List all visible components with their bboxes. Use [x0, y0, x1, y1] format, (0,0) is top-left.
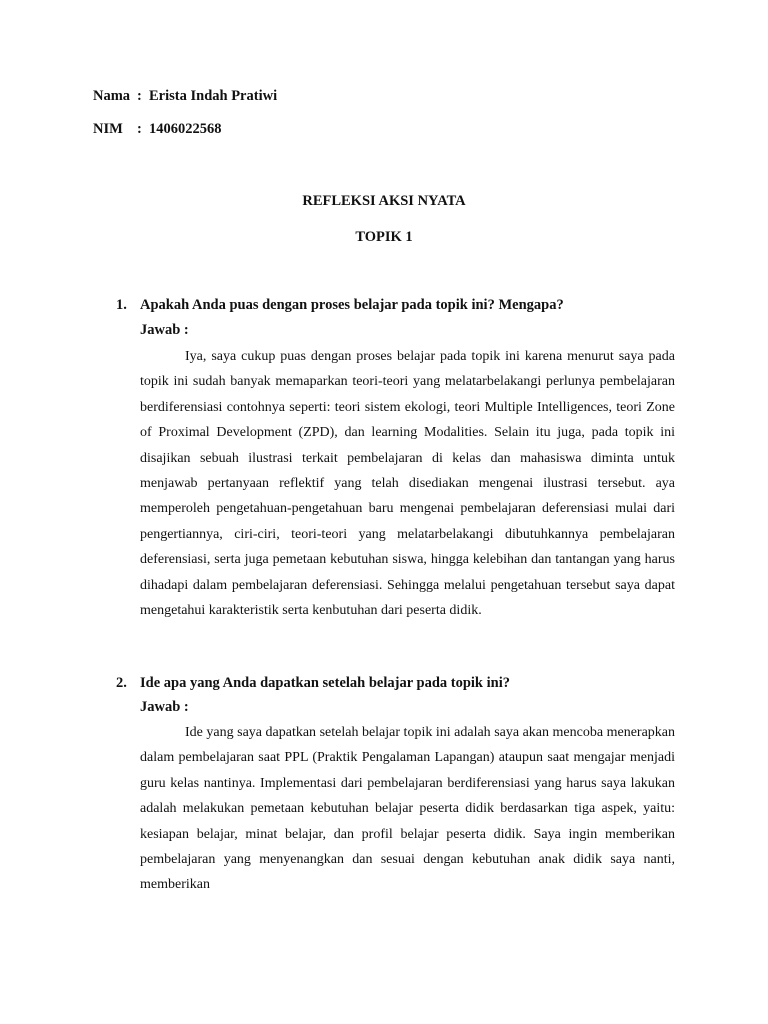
nim-value: 1406022568 — [149, 121, 222, 137]
document-subtitle: TOPIK 1 — [355, 229, 413, 245]
question-text: Ide apa yang Anda dapatkan setelah belajar pada topik ini? — [140, 675, 510, 691]
question-text: Apakah Anda puas dengan proses belajar pada topik ini? Mengapa? — [140, 297, 564, 313]
name-separator: : — [137, 88, 142, 104]
document-title: REFLEKSI AKSI NYATA — [302, 193, 466, 209]
name-label: Nama — [93, 88, 131, 104]
name-row — [93, 88, 277, 105]
name-value: Erista Indah Pratiwi — [149, 88, 278, 104]
question-number: 1. — [116, 297, 127, 313]
nim-separator: : — [137, 121, 142, 137]
nim-row — [93, 121, 222, 138]
answer-label: Jawab : — [140, 699, 189, 715]
answer-label: Jawab : — [140, 322, 189, 338]
nim-label: NIM — [93, 121, 123, 137]
answer-text: Iya, saya cukup puas dengan proses belajar pada topik ini karena menurut saya pada topik ini sudah banyak memaparkan teori-teori yang melatarbelakangi perlunya pembelajaran berdiferensiasi contohnya seperti: teori sistem ekologi, teori Multiple Intelligences, teori Zone of Proximal Development (ZPD), dan learning Modalities. Selain itu juga, pada topik ini disajikan sebuah ilustrasi terkait pembelajaran di kelas dan mahasiswa diminta untuk menjawab pertanyaan reflektif yang telah disediakan mengenai ilustrasi tersebut. aya memperoleh pengetahuan-pengetahuan baru mengenai pembelajaran deferensiasi mulai dari pengertiannya, ciri-ciri, teori-teori yang melatarbelakangi dibutuhkannya pembelajaran deferensiasi, serta juga pemetaan kebutuhan siswa, hingga kelebihan dan tantangan yang harus dihadapi dalam pembelajaran deferensiasi. Sehingga melalui pengetahuan tersebut saya dapat mengetahui karakteristik serta kenbutuhan dari peserta didik. — [140, 349, 675, 619]
question-number: 2. — [116, 675, 127, 691]
answer-text: Ide yang saya dapatkan setelah belajar topik ini adalah saya akan mencoba menerapkan dalam pembelajaran saat PPL (Praktik Pengalaman Lapangan) ataupun saat mengajar menjadi guru kelas nantinya. Implementasi dari pembelajaran berdiferensiasi yang harus saya lakukan adalah melakukan pemetaan kebutuhan belajar peserta didik berdasarkan tiga aspek, yaitu: kesiapan belajar, minat belajar, dan profil belajar peserta didik. Saya ingin memberikan pembelajaran yang menyenangkan dan sesuai dengan kebutuhan anak didik saya nanti, memberikan — [140, 725, 675, 893]
